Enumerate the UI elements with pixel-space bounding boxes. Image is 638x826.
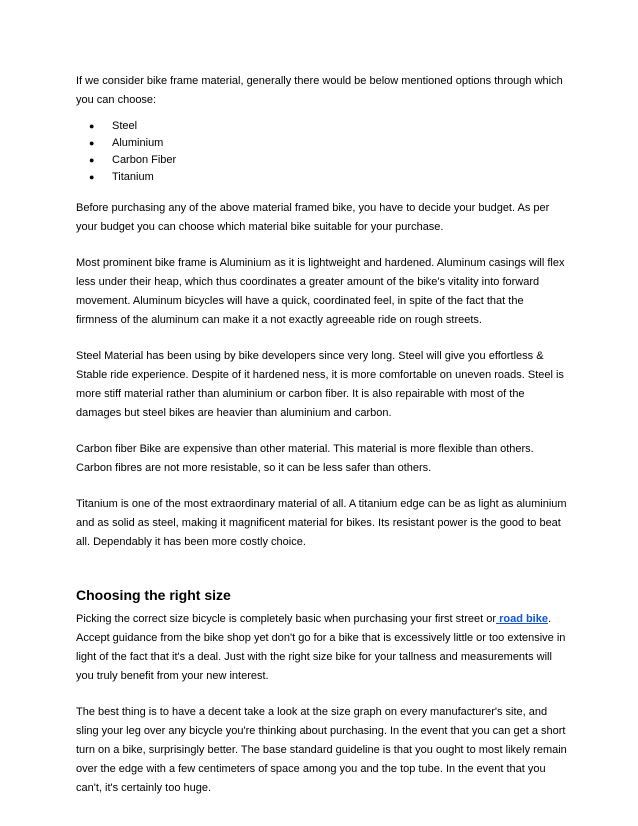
steel-paragraph: Steel Material has been using by bike developers since very long. Steel will give you effortless & Stable ride experience. Despite of it hardened ness, it is more comfortable on uneven roads. Steel is more stiff material rather than aluminium or carbon fiber. It is also repairable with most of the damages but steel bikes are heavier than aluminium and carbon. bbox=[76, 350, 564, 419]
document-page bbox=[76, 72, 568, 815]
size-paragraph-text-after: . Accept guidance from the bike shop yet don't go for a bike that is excessively little or too extensive in light of the fact that it's a deal. Just with the right size bike for your tallness and measurements will you truly benefit from your new interest. bbox=[76, 613, 566, 682]
road-bike-link[interactable]: road bike bbox=[496, 613, 548, 625]
bullet-icon: ● bbox=[89, 138, 95, 148]
list-item-label: Aluminium bbox=[112, 137, 164, 149]
bullet-icon: ● bbox=[89, 121, 95, 131]
bullet-icon: ● bbox=[89, 155, 95, 165]
list-item bbox=[76, 169, 568, 186]
aluminium-paragraph: Most prominent bike frame is Aluminium as it is lightweight and hardened. Aluminum casings will flex less under their heap, which thus coordinates a greater amount of the bike's vitality into forward movement. Aluminum bicycles will have a quick, coordinated feel, in spite of the fact that the firmness of the aluminum can make it a not exactly agreeable ride on rough streets. bbox=[76, 257, 565, 326]
list-item-label: Titanium bbox=[112, 171, 154, 183]
size-paragraph bbox=[76, 610, 568, 686]
list-item bbox=[76, 152, 568, 169]
list-item bbox=[76, 135, 568, 152]
section-heading: Choosing the right size bbox=[76, 587, 231, 603]
budget-paragraph: Before purchasing any of the above material framed bike, you have to decide your budget. As per your budget you can choose which material bike suitable for your purchase. bbox=[76, 202, 550, 233]
materials-list bbox=[76, 118, 568, 186]
titanium-paragraph: Titanium is one of the most extraordinary material of all. A titanium edge can be as light as aluminium and as solid as steel, making it magnificent material for bikes. Its resistant power is the good to beat all. Dependably it has been more costly choice. bbox=[76, 498, 567, 548]
list-item-label: Carbon Fiber bbox=[112, 154, 177, 166]
size-paragraph-text-before: Picking the correct size bicycle is completely basic when purchasing your first street or bbox=[76, 613, 497, 625]
size-graph-paragraph: The best thing is to have a decent take a look at the size graph on every manufacturer's site, and sling your leg over any bicycle you're thinking about purchasing. In the event that you can get a short turn on a bike, surprisingly better. The base standard guideline is that you ought to most likely remain over the edge with a few centimeters of space among you and the top tube. In the event that you can't, it's certainly too huge. bbox=[76, 706, 567, 794]
carbon-fiber-paragraph: Carbon fiber Bike are expensive than other material. This material is more flexible than others. Carbon fibres are not more resistable, so it can be less safer than others. bbox=[76, 443, 534, 474]
bullet-icon: ● bbox=[89, 172, 95, 182]
list-item bbox=[76, 118, 568, 135]
list-item-label: Steel bbox=[112, 120, 138, 132]
intro-paragraph: If we consider bike frame material, generally there would be below mentioned options through which you can choose: bbox=[76, 75, 563, 106]
